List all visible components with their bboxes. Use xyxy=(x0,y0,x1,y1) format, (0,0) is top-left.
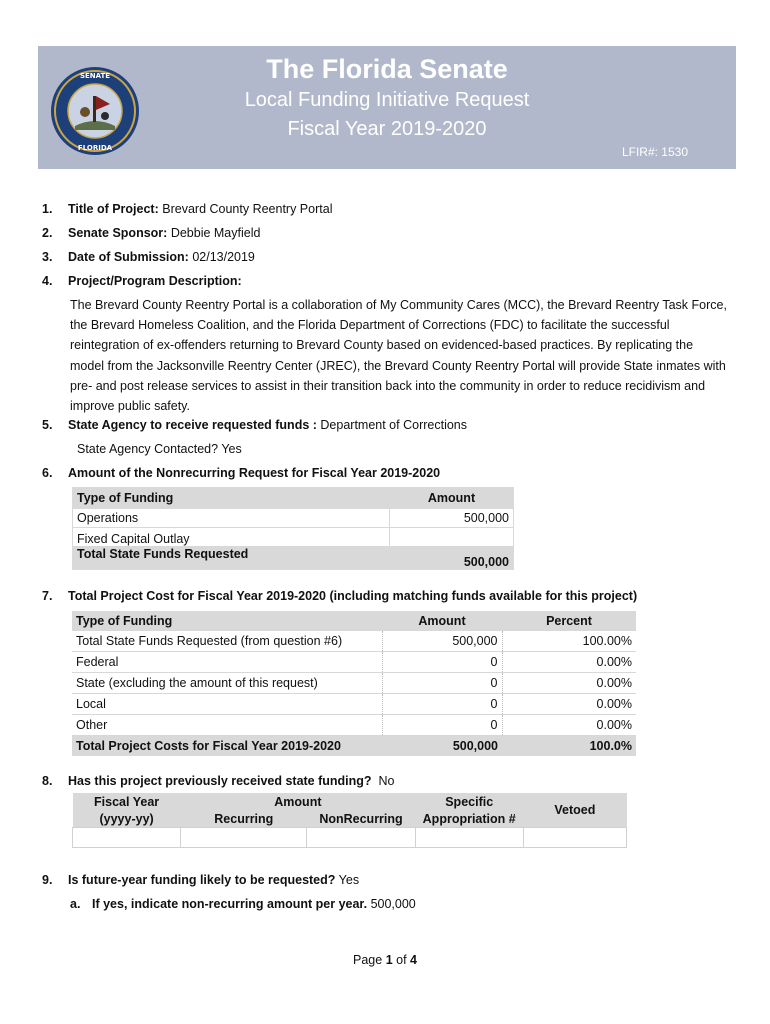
table-row: Federal 0 0.00% xyxy=(72,652,636,673)
svg-text:SENATE: SENATE xyxy=(79,72,111,80)
question-9a: a. If yes, indicate non-recurring amount per year. 500,000 xyxy=(70,897,416,911)
state-agency-value: Department of Corrections xyxy=(320,418,467,432)
question-6: 6. Amount of the Nonrecurring Request for Fiscal Year 2019-2020 xyxy=(42,466,441,480)
table-row: Operations 500,000 xyxy=(73,509,514,528)
question-3: 3. Date of Submission: 02/13/2019 xyxy=(42,250,255,264)
table-total-row: Total Project Costs for Fiscal Year 2019-2020 500,000 100.0% xyxy=(72,736,636,757)
table-header-row: Type of Funding Amount xyxy=(73,488,514,509)
table-total-row: Total State Funds Requested 500,000 xyxy=(73,547,514,570)
future-funding-value: Yes xyxy=(338,873,360,887)
prior-funding-value: No xyxy=(378,774,395,788)
svg-text:FLORIDA: FLORIDA xyxy=(77,144,113,152)
agency-contacted: State Agency Contacted? Yes xyxy=(77,442,242,456)
submission-date-value: 02/13/2019 xyxy=(192,250,255,264)
table-header-row: Fiscal Year Amount Specific Vetoed xyxy=(73,793,627,810)
table-row: Local 0 0.00% xyxy=(72,694,636,715)
table-header-row: Type of Funding Amount Percent xyxy=(72,611,636,631)
question-2: 2. Senate Sponsor: Debbie Mayfield xyxy=(42,226,261,240)
table-row: Fixed Capital Outlay xyxy=(73,528,514,547)
question-5: 5. State Agency to receive requested funds : Department of Corrections xyxy=(42,418,467,432)
project-description: The Brevard County Reentry Portal is a collaboration of My Community Cares (MCC), the Brevard Reentry Task Force, the Brevard Homeless Coalition, and the Florida Department of Corrections (FDC) to facilitate the successful reintegration of ex-offenders returning to Brevard County based on evidenced-based practices. By replicating the model from the Jacksonville Reentry Center (JREC), the Brevard County Reentry Portal will provide State inmates with pre- and post release services to assist in their transition back into the community in order to reduce recidivism and improve public safety. xyxy=(70,298,727,414)
header-banner xyxy=(38,46,736,169)
table-header-row: (yyyy-yy) Recurring NonRecurring Appropriation # xyxy=(73,810,627,828)
form-title: Local Funding Initiative Request xyxy=(244,89,530,111)
nonrecurring-request-table xyxy=(72,487,514,570)
question-9: 9. Is future-year funding likely to be requested? Yes xyxy=(42,873,360,887)
lfir-number: LFIR#: 1530 xyxy=(621,145,688,159)
question-8: 8. Has this project previously received state funding? No xyxy=(42,774,395,788)
table-row: State (excluding the amount of this request) 0 0.00% xyxy=(72,673,636,694)
project-title-value: Brevard County Reentry Portal xyxy=(162,202,333,216)
page-title: The Florida Senate xyxy=(266,54,508,84)
table-row: Total State Funds Requested (from question #6) 500,000 100.00% xyxy=(72,631,636,652)
prior-funding-table xyxy=(72,793,627,848)
fiscal-year-title: Fiscal Year 2019-2020 xyxy=(287,118,487,140)
table-row: Other 0 0.00% xyxy=(72,715,636,736)
future-amount-value: 500,000 xyxy=(370,897,416,911)
question-4: 4. Project/Program Description: xyxy=(42,274,242,288)
table-row xyxy=(73,828,627,848)
page-footer: Page 1 of 4 xyxy=(353,953,417,967)
total-project-cost-table xyxy=(72,611,636,756)
question-7: 7. Total Project Cost for Fiscal Year 2019-2020 (including matching funds available for this project) xyxy=(42,589,638,603)
senate-sponsor-value: Debbie Mayfield xyxy=(170,226,261,240)
question-1: 1. Title of Project: Brevard County Reentry Portal xyxy=(42,202,333,216)
